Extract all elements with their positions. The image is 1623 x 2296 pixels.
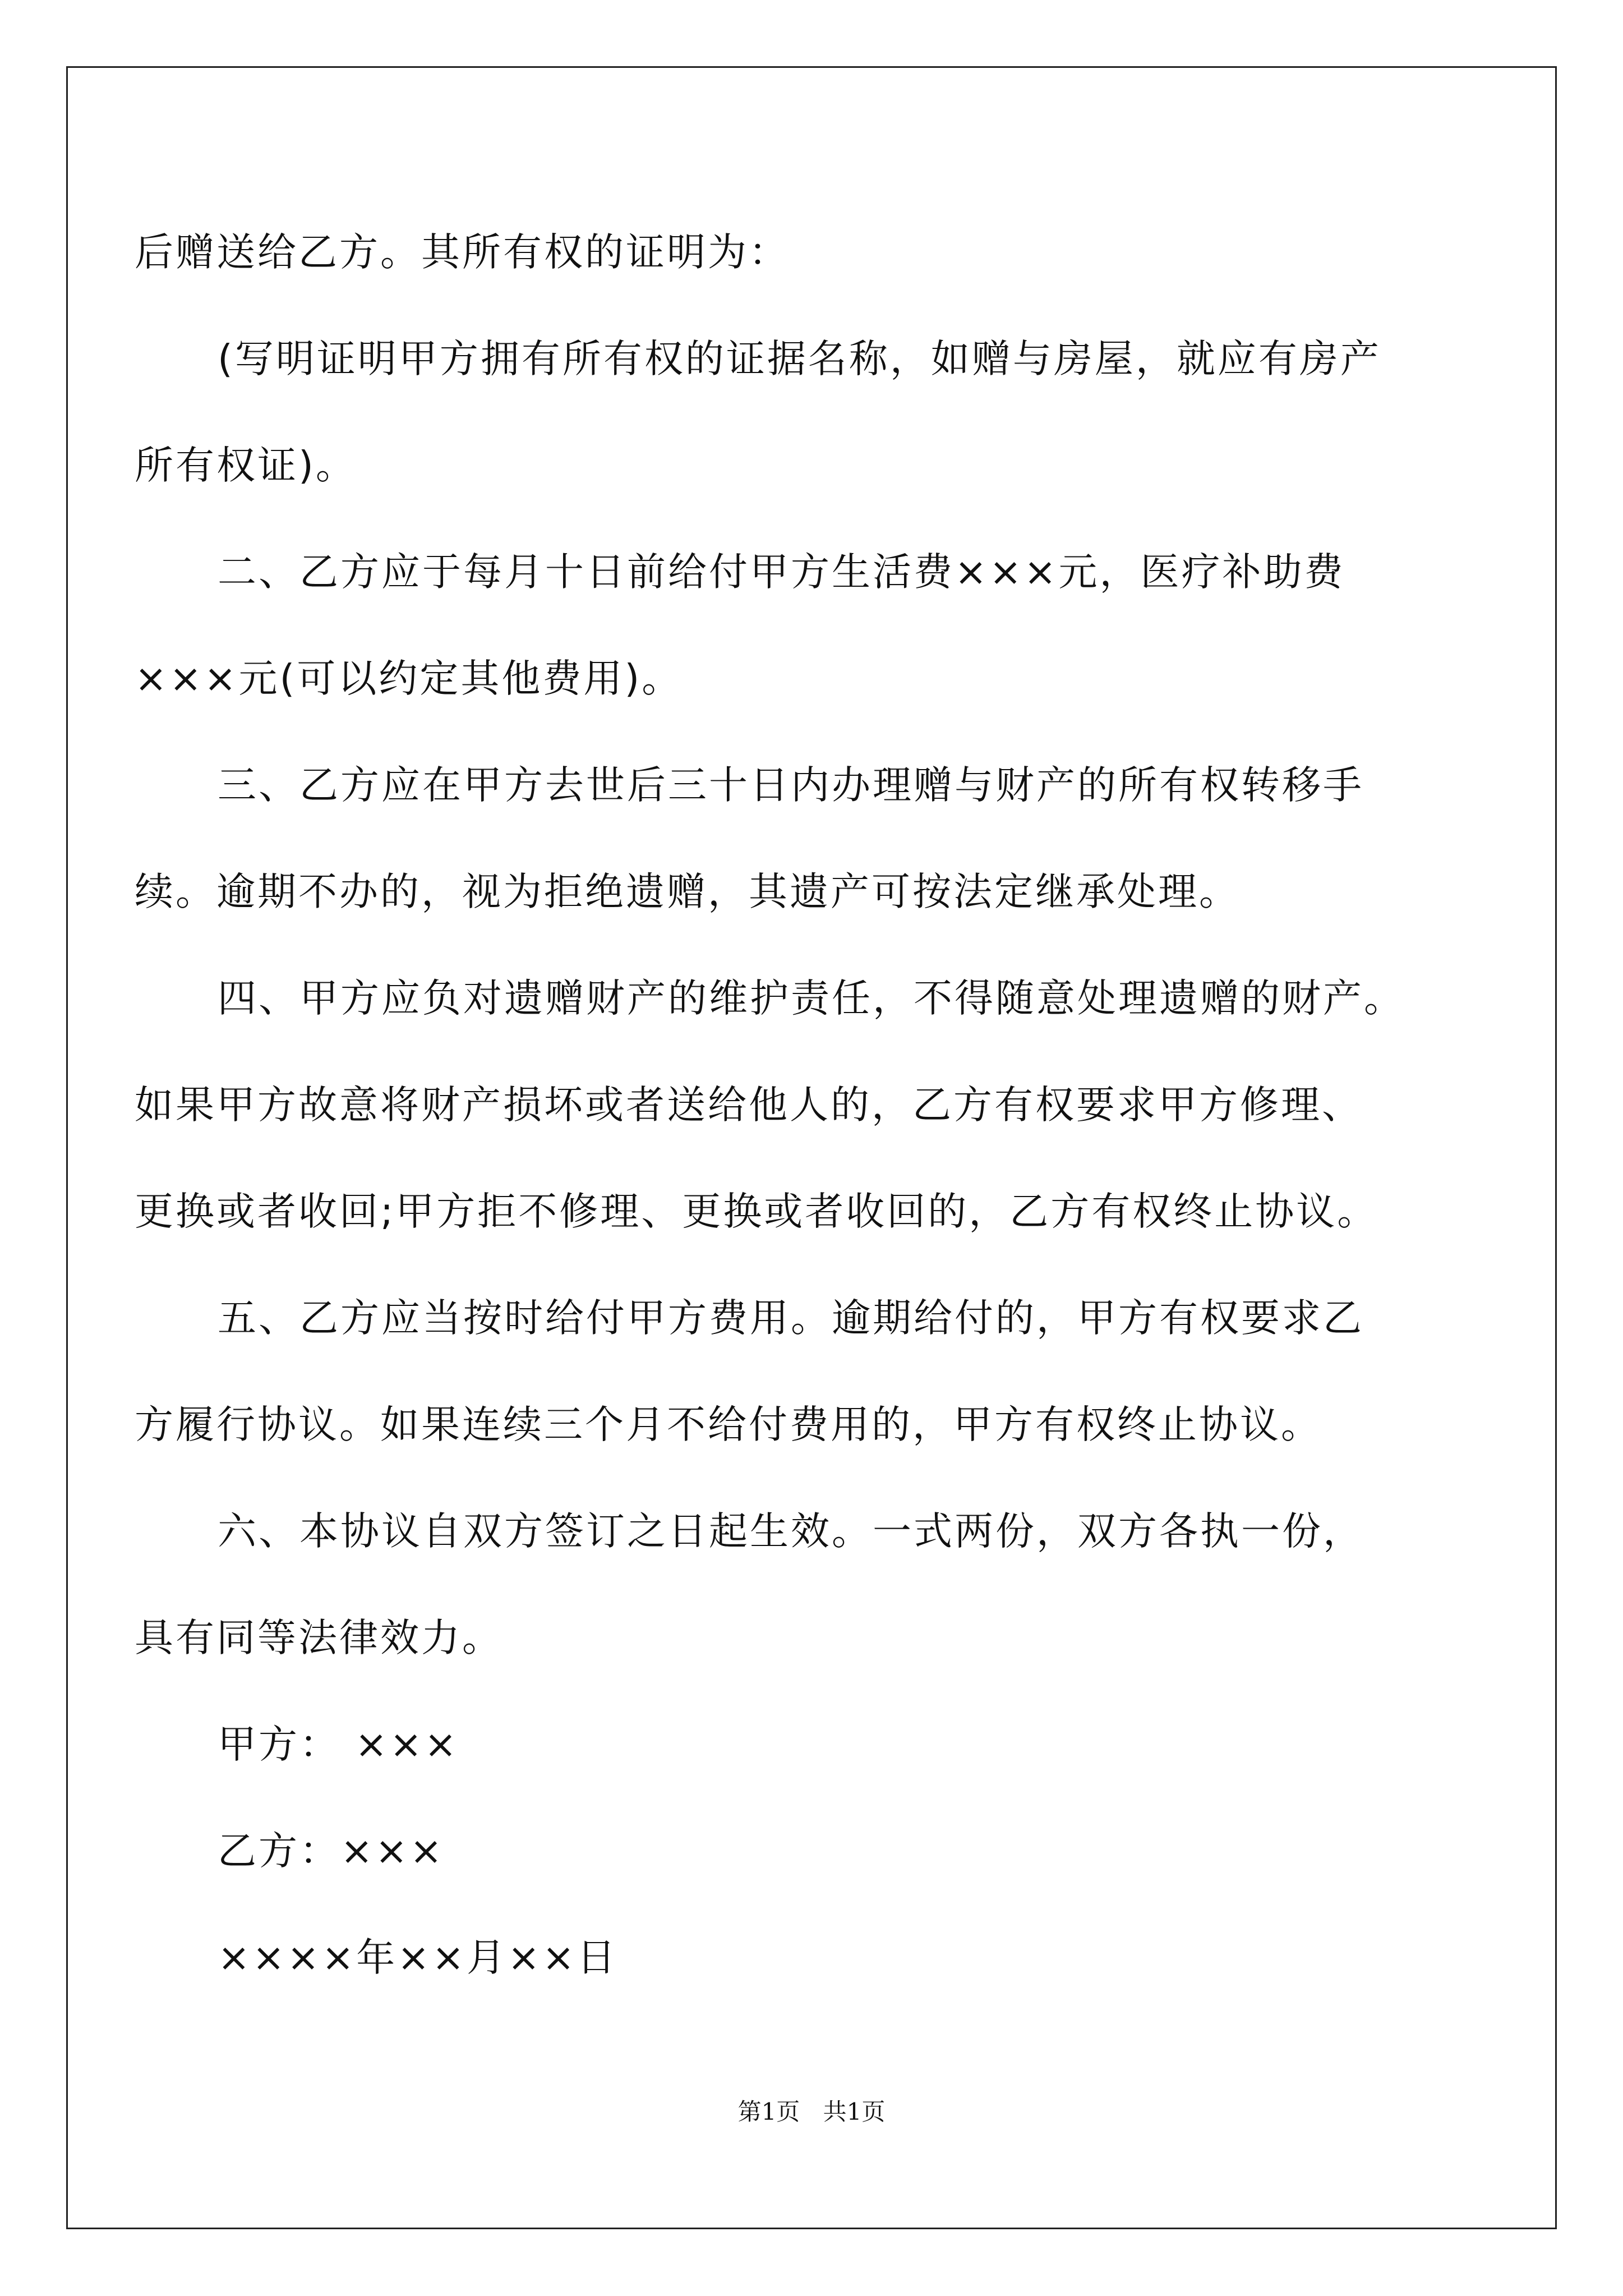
signature-party-b: 乙方：××× (218, 1829, 445, 1874)
text-line: 六、本协议自双方签订之日起生效。一式两份，双方各执一份， (218, 1509, 1364, 1554)
text-line: 如果甲方故意将财产损坏或者送给他人的，乙方有权要求甲方修理、 (135, 1083, 1363, 1128)
text-line: 五、乙方应当按时给付甲方费用。逾期给付的，甲方有权要求乙 (218, 1296, 1364, 1341)
text-line: 具有同等法律效力。 (135, 1616, 503, 1660)
signature-party-a: 甲方： ××× (218, 1722, 459, 1767)
text-line: 四、甲方应负对遗赠财产的维护责任，不得随意处理遗赠的财产。 (218, 976, 1405, 1021)
text-line: (写明证明甲方拥有所有权的证据名称，如赠与房屋，就应有房产 (218, 337, 1381, 381)
text-line: 更换或者收回;甲方拒不修理、更换或者收回的，乙方有权终止协议。 (135, 1189, 1378, 1234)
page-footer (0, 2098, 1623, 2126)
signature-date: ××××年××月××日 (218, 1935, 618, 1980)
text-line: 续。逾期不办的，视为拒绝遗赠，其遗产可按法定继承处理。 (135, 869, 1240, 914)
text-line: 后赠送给乙方。其所有权的证明为： (135, 230, 790, 275)
text-line: 二、乙方应于每月十日前给付甲方生活费×××元，医疗补助费 (218, 550, 1345, 595)
page-border (66, 66, 1557, 2229)
text-line: 所有权证)。 (135, 443, 357, 488)
page-count: 共1页 (823, 2098, 886, 2125)
text-line: 三、乙方应在甲方去世后三十日内办理赠与财产的所有权转移手 (218, 763, 1364, 808)
page-number: 第1页 (737, 2098, 800, 2125)
text-line: 方履行协议。如果连续三个月不给付费用的，甲方有权终止协议。 (135, 1402, 1322, 1447)
text-line: ×××元(可以约定其他费用)。 (135, 656, 683, 701)
